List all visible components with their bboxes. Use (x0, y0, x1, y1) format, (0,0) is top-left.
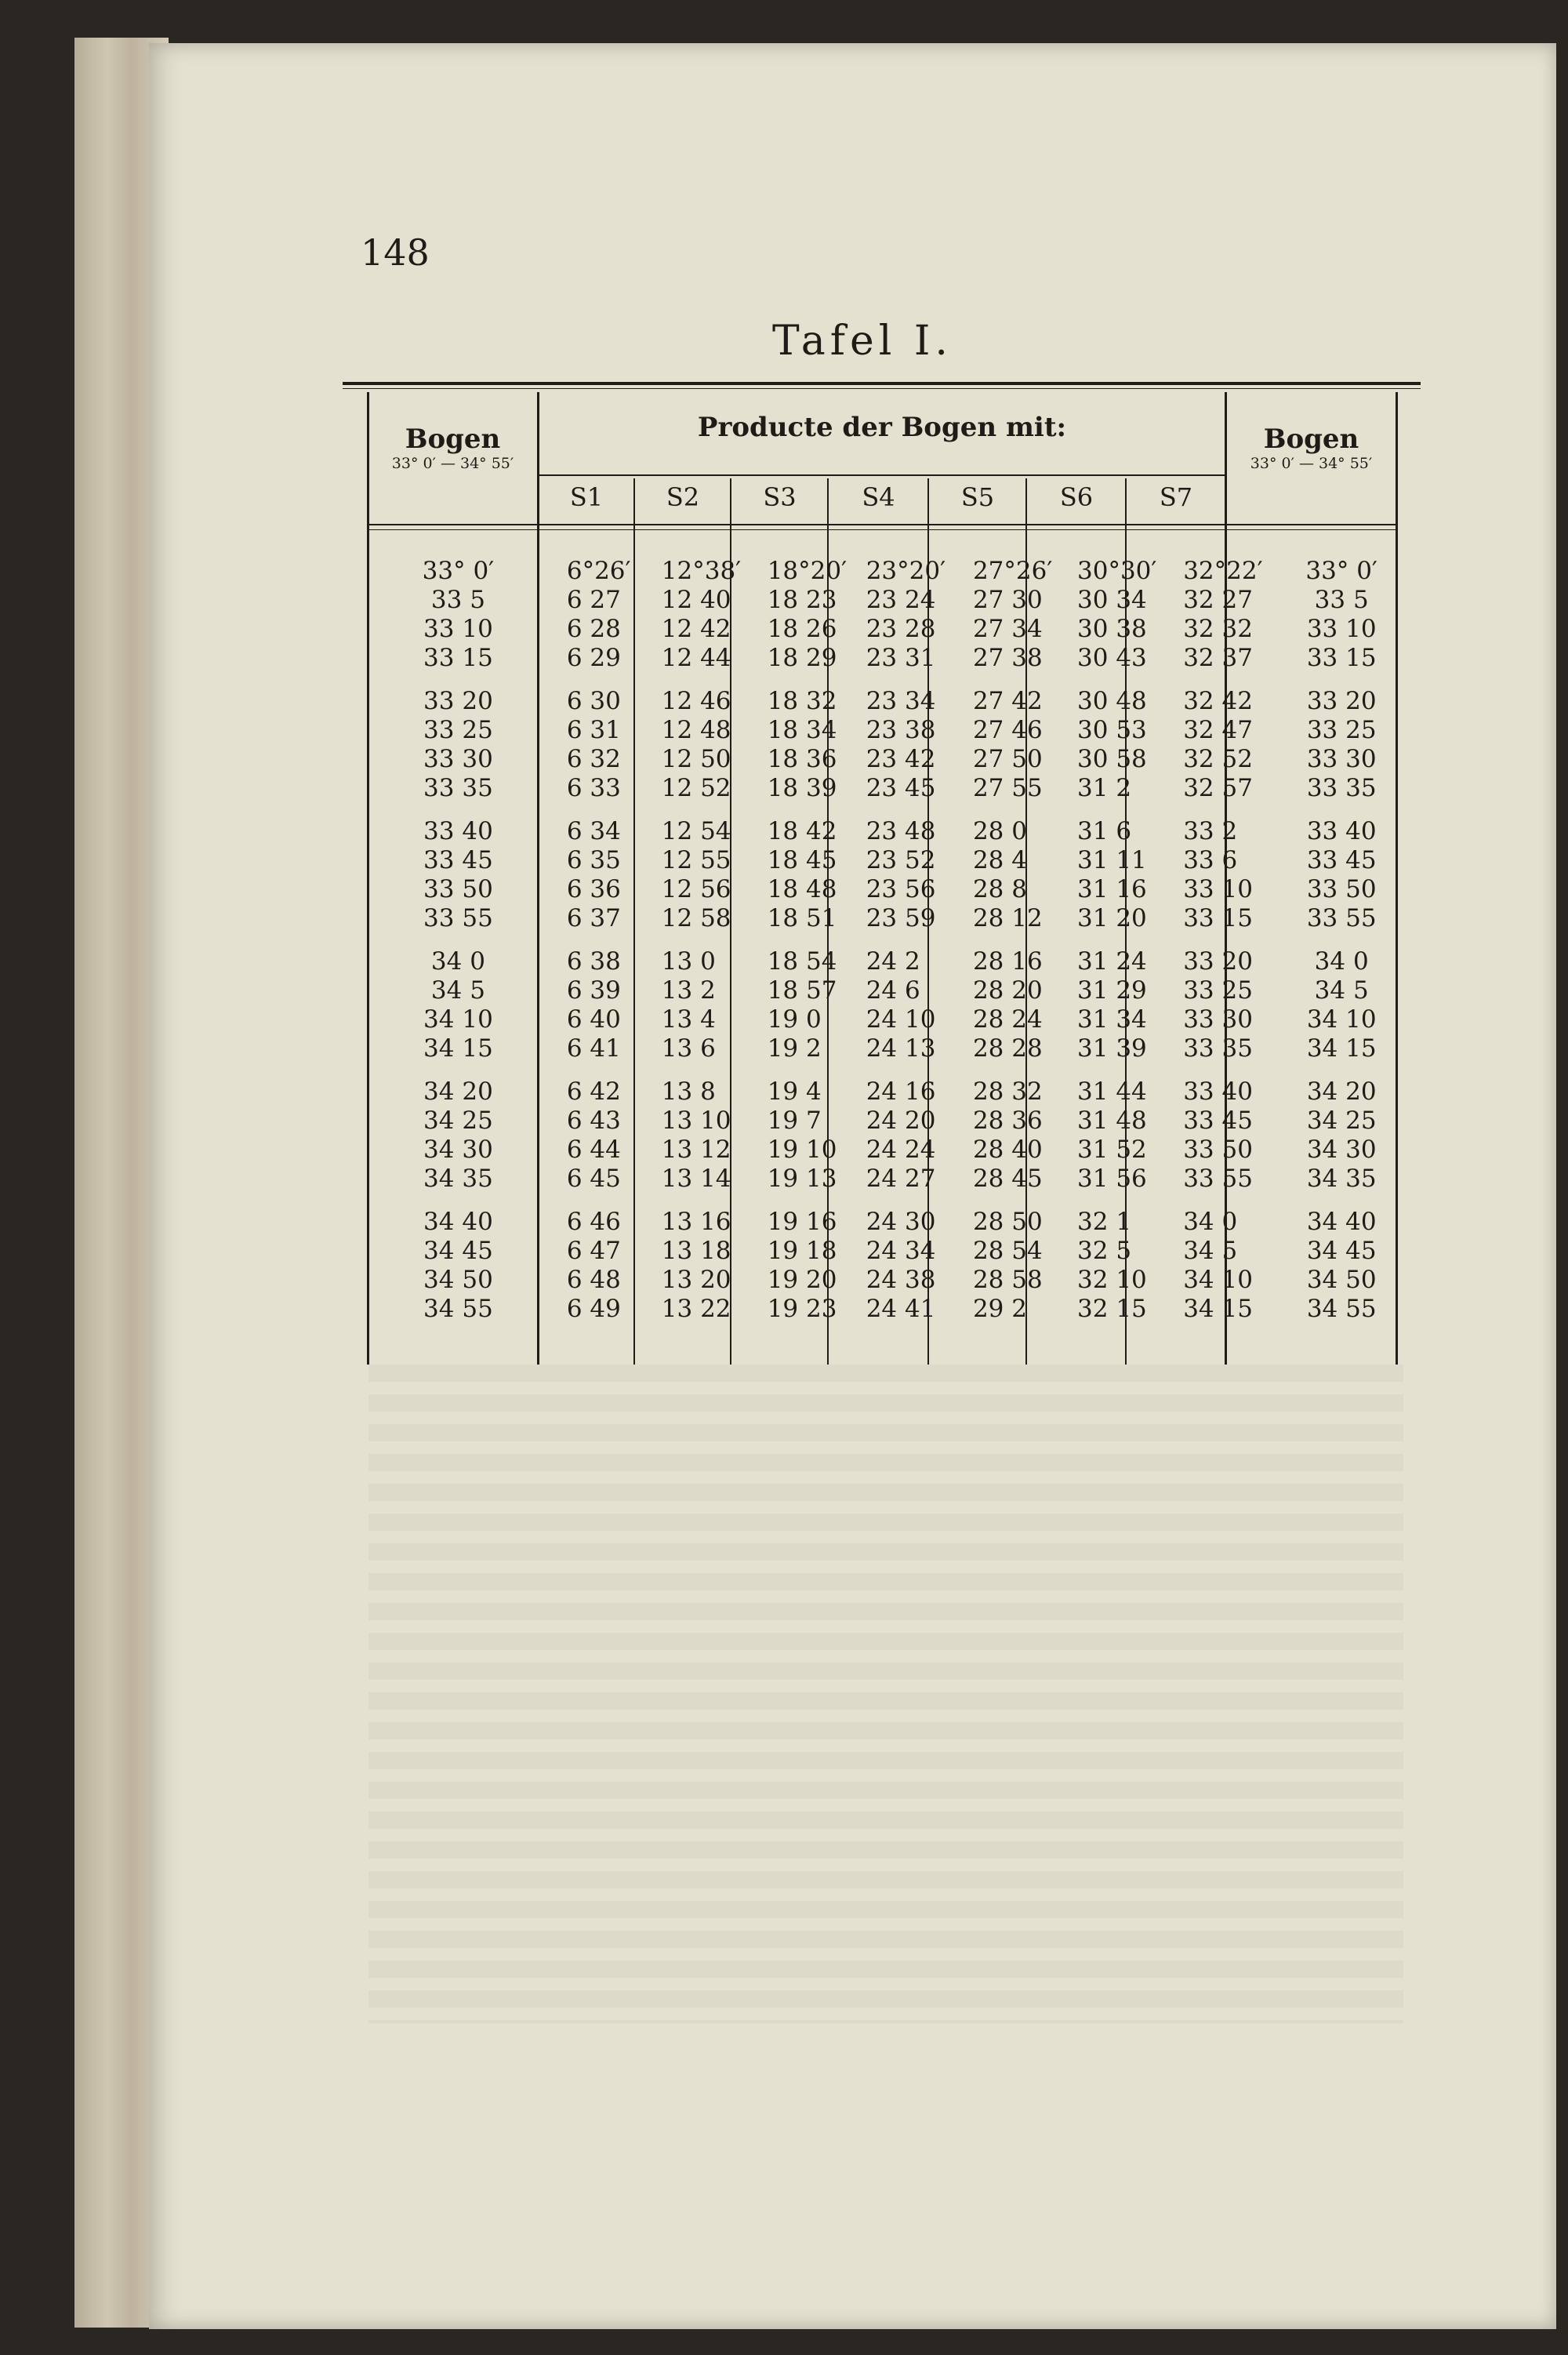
product-cell-s7: 33 25 (1183, 976, 1253, 1005)
product-cell-s5: 27 46 (972, 716, 1043, 744)
product-cell-s2: 13 4 (661, 1005, 716, 1034)
product-cell-s3: 19 16 (767, 1208, 837, 1236)
column-header-s4: S4 (862, 482, 895, 512)
product-cell-s4: 24 30 (866, 1208, 936, 1236)
column-header-s3: S3 (763, 482, 797, 512)
product-cell-s3: 18 54 (767, 947, 837, 976)
table-row (368, 1034, 1403, 1063)
product-cell-s5: 27 50 (972, 745, 1043, 773)
product-cell-s3: 19 18 (767, 1237, 837, 1265)
header-bottom-line-thin (367, 529, 1396, 530)
table-row (368, 1063, 1403, 1107)
left-bogen-cell: 33 50 (423, 875, 493, 903)
product-cell-s4: 23 52 (866, 846, 936, 874)
product-cell-s7: 34 10 (1183, 1266, 1253, 1294)
product-cell-s1: 6 30 (566, 687, 621, 715)
product-cell-s6: 31 56 (1077, 1165, 1147, 1193)
product-cell-s4: 24 41 (866, 1295, 936, 1323)
column-header-s2: S2 (666, 482, 700, 512)
product-cell-s1: 6 27 (566, 586, 621, 614)
product-cell-s7: 32 42 (1183, 687, 1253, 715)
product-cell-s1: 6 36 (566, 875, 621, 903)
product-cell-s2: 12 50 (661, 745, 731, 773)
header-divider-line (537, 474, 1225, 476)
page-number: 148 (361, 231, 430, 274)
product-cell-s2: 12°38′ (661, 557, 742, 585)
product-cell-s4: 24 24 (866, 1136, 936, 1164)
product-cell-s6: 31 11 (1077, 846, 1147, 874)
product-cell-s1: 6 28 (566, 615, 621, 643)
right-bogen-cell: 33 55 (1306, 904, 1377, 932)
product-cell-s2: 13 10 (661, 1107, 731, 1135)
product-cell-s4: 23 31 (866, 644, 936, 672)
table-row (368, 615, 1403, 644)
product-cell-s3: 19 23 (767, 1295, 837, 1323)
right-bogen-cell: 34 25 (1306, 1107, 1377, 1135)
product-cell-s5: 28 40 (972, 1136, 1043, 1164)
product-cell-s3: 18 29 (767, 644, 837, 672)
product-cell-s5: 27 55 (972, 774, 1043, 802)
product-cell-s1: 6 46 (566, 1208, 621, 1236)
product-cell-s1: 6 41 (566, 1034, 621, 1063)
product-cell-s6: 30°30′ (1077, 557, 1157, 585)
product-cell-s5: 28 58 (972, 1266, 1043, 1294)
product-cell-s1: 6 39 (566, 976, 621, 1005)
product-cell-s3: 19 2 (767, 1034, 822, 1063)
product-cell-s4: 23 48 (866, 817, 936, 845)
product-cell-s7: 32°22′ (1183, 557, 1263, 585)
product-cell-s7: 32 47 (1183, 716, 1253, 744)
arc-products-table (368, 557, 1403, 1324)
left-bogen-cell: 33 5 (430, 586, 485, 614)
right-bogen-cell: 34 50 (1306, 1266, 1377, 1294)
product-cell-s7: 33 30 (1183, 1005, 1253, 1034)
product-cell-s4: 23 28 (866, 615, 936, 643)
right-bogen-cell: 33 25 (1306, 716, 1377, 744)
product-cell-s6: 31 34 (1077, 1005, 1147, 1034)
product-cell-s7: 33 55 (1183, 1165, 1253, 1193)
right-bogen-cell: 33 5 (1314, 586, 1369, 614)
product-cell-s1: 6 44 (566, 1136, 621, 1164)
right-bogen-header (1227, 423, 1396, 472)
product-cell-s1: 6 45 (566, 1165, 621, 1193)
product-cell-s4: 23 38 (866, 716, 936, 744)
table-row (368, 803, 1403, 846)
left-bogen-cell: 33° 0′ (422, 557, 495, 585)
left-bogen-cell: 34 10 (423, 1005, 493, 1034)
product-cell-s6: 31 2 (1077, 774, 1132, 802)
table-row (368, 846, 1403, 875)
right-bogen-cell: 34 10 (1306, 1005, 1377, 1034)
product-cell-s1: 6 42 (566, 1078, 621, 1106)
product-cell-s6: 31 16 (1077, 875, 1147, 903)
left-bogen-cell: 34 55 (423, 1295, 493, 1323)
table-row (368, 745, 1403, 774)
product-cell-s6: 31 39 (1077, 1034, 1147, 1063)
product-cell-s2: 13 20 (661, 1266, 731, 1294)
product-cell-s4: 23 34 (866, 687, 936, 715)
product-cell-s1: 6 33 (566, 774, 621, 802)
product-cell-s2: 13 14 (661, 1165, 731, 1193)
right-bogen-cell: 33 30 (1306, 745, 1377, 773)
product-cell-s6: 31 52 (1077, 1136, 1147, 1164)
product-cell-s6: 32 10 (1077, 1266, 1147, 1294)
left-bogen-cell: 34 45 (423, 1237, 493, 1265)
product-cell-s3: 18 34 (767, 716, 837, 744)
left-bogen-cell: 33 35 (423, 774, 493, 802)
product-cell-s7: 33 10 (1183, 875, 1253, 903)
product-cell-s2: 12 42 (661, 615, 731, 643)
left-bogen-cell: 34 40 (423, 1208, 493, 1236)
product-cell-s1: 6 34 (566, 817, 621, 845)
product-cell-s4: 24 2 (866, 947, 920, 976)
right-bogen-cell: 33 15 (1306, 644, 1377, 672)
column-header-s1: S1 (569, 482, 604, 512)
header-bottom-line (367, 524, 1396, 525)
products-header: Producte der Bogen mit: (697, 412, 1067, 443)
product-cell-s2: 12 44 (661, 644, 731, 672)
product-cell-s4: 24 34 (866, 1237, 936, 1265)
product-cell-s2: 13 16 (661, 1208, 731, 1236)
product-cell-s7: 33 50 (1183, 1136, 1253, 1164)
left-bogen-header (368, 423, 537, 472)
right-bogen-cell: 33 20 (1306, 687, 1377, 715)
table-row (368, 1107, 1403, 1136)
right-bogen-cell: 33 10 (1306, 615, 1377, 643)
table-row (368, 904, 1403, 933)
right-bogen-label: Bogen (1263, 423, 1359, 455)
top-rule-thin (343, 388, 1421, 389)
product-cell-s3: 18 39 (767, 774, 837, 802)
product-cell-s1: 6 43 (566, 1107, 621, 1135)
product-cell-s5: 28 36 (972, 1107, 1043, 1135)
right-bogen-cell: 34 55 (1306, 1295, 1377, 1323)
left-bogen-cell: 33 15 (423, 644, 493, 672)
product-cell-s7: 33 45 (1183, 1107, 1253, 1135)
right-bogen-cell: 34 5 (1314, 976, 1369, 1005)
right-bogen-cell: 34 20 (1306, 1078, 1377, 1106)
table-row (368, 557, 1403, 586)
left-bogen-cell: 33 40 (423, 817, 493, 845)
table-row (368, 1266, 1403, 1295)
product-cell-s1: 6 31 (566, 716, 621, 744)
product-cell-s5: 28 54 (972, 1237, 1043, 1265)
product-cell-s2: 12 40 (661, 586, 731, 614)
product-cell-s3: 18 57 (767, 976, 837, 1005)
product-cell-s2: 12 46 (661, 687, 731, 715)
product-cell-s1: 6 29 (566, 644, 621, 672)
table-row (368, 1295, 1403, 1324)
product-cell-s1: 6 49 (566, 1295, 621, 1323)
column-header-s5: S5 (960, 482, 995, 512)
left-bogen-cell: 34 20 (423, 1078, 493, 1106)
product-cell-s3: 18°20′ (767, 557, 848, 585)
product-cell-s1: 6°26′ (566, 557, 631, 585)
table-row (368, 1165, 1403, 1194)
product-cell-s6: 31 29 (1077, 976, 1147, 1005)
table-row (368, 1194, 1403, 1237)
product-cell-s1: 6 48 (566, 1266, 621, 1294)
table-row (368, 933, 1403, 976)
product-cell-s7: 34 0 (1183, 1208, 1238, 1236)
product-cell-s3: 19 13 (767, 1165, 837, 1193)
right-bogen-cell: 34 40 (1306, 1208, 1377, 1236)
product-cell-s2: 13 0 (661, 947, 716, 976)
product-cell-s5: 28 45 (972, 1165, 1043, 1193)
left-bogen-cell: 33 25 (423, 716, 493, 744)
product-cell-s6: 32 1 (1077, 1208, 1132, 1236)
product-cell-s5: 28 12 (972, 904, 1043, 932)
right-bogen-cell: 34 45 (1306, 1237, 1377, 1265)
left-bogen-cell: 34 25 (423, 1107, 493, 1135)
table-row (368, 1005, 1403, 1034)
product-cell-s4: 24 10 (866, 1005, 936, 1034)
table-row (368, 1237, 1403, 1266)
table-row (368, 716, 1403, 745)
column-header-s6: S6 (1059, 482, 1094, 512)
table-title: Tafel I. (772, 318, 953, 365)
right-bogen-cell: 34 15 (1306, 1034, 1377, 1063)
product-cell-s4: 23 56 (866, 875, 936, 903)
left-bogen-cell: 33 10 (423, 615, 493, 643)
product-cell-s2: 12 54 (661, 817, 731, 845)
left-bogen-cell: 34 5 (430, 976, 485, 1005)
product-cell-s7: 32 52 (1183, 745, 1253, 773)
product-cell-s6: 30 58 (1077, 745, 1147, 773)
product-cell-s6: 31 44 (1077, 1078, 1147, 1106)
column-header-s7: S7 (1159, 482, 1193, 512)
product-cell-s5: 27 34 (972, 615, 1043, 643)
product-cell-s6: 31 24 (1077, 947, 1147, 976)
left-bogen-cell: 34 35 (423, 1165, 493, 1193)
left-bogen-cell: 34 50 (423, 1266, 493, 1294)
product-cell-s5: 29 2 (972, 1295, 1027, 1323)
product-cell-s6: 30 43 (1077, 644, 1147, 672)
product-cell-s4: 24 16 (866, 1078, 936, 1106)
product-cell-s2: 13 22 (661, 1295, 731, 1323)
product-cell-s4: 23 59 (866, 904, 936, 932)
product-cell-s6: 30 48 (1077, 687, 1147, 715)
table-row (368, 774, 1403, 803)
product-cell-s5: 27 30 (972, 586, 1043, 614)
left-bogen-cell: 34 15 (423, 1034, 493, 1063)
product-cell-s5: 28 50 (972, 1208, 1043, 1236)
product-cell-s2: 13 18 (661, 1237, 731, 1265)
left-bogen-range: 33° 0′ — 34° 55′ (391, 455, 514, 472)
product-cell-s2: 12 56 (661, 875, 731, 903)
product-cell-s3: 18 48 (767, 875, 837, 903)
product-cell-s1: 6 38 (566, 947, 621, 976)
product-cell-s6: 32 15 (1077, 1295, 1147, 1323)
product-cell-s2: 13 6 (661, 1034, 716, 1063)
product-cell-s2: 13 8 (661, 1078, 716, 1106)
product-cell-s5: 28 32 (972, 1078, 1043, 1106)
left-bogen-label: Bogen (405, 423, 501, 455)
product-cell-s3: 18 26 (767, 615, 837, 643)
product-cell-s1: 6 40 (566, 1005, 621, 1034)
product-cell-s3: 18 36 (767, 745, 837, 773)
table-row (368, 875, 1403, 904)
product-cell-s2: 12 48 (661, 716, 731, 744)
product-cell-s3: 18 42 (767, 817, 837, 845)
product-cell-s1: 6 37 (566, 904, 621, 932)
product-cell-s5: 28 0 (972, 817, 1027, 845)
table-row (368, 673, 1403, 716)
product-cell-s5: 28 28 (972, 1034, 1043, 1063)
left-bogen-cell: 33 55 (423, 904, 493, 932)
product-cell-s3: 19 10 (767, 1136, 837, 1164)
right-bogen-cell: 33° 0′ (1305, 557, 1377, 585)
left-bogen-cell: 33 45 (423, 846, 493, 874)
product-cell-s4: 23 24 (866, 586, 936, 614)
product-cell-s2: 12 58 (661, 904, 731, 932)
product-cell-s7: 33 2 (1183, 817, 1238, 845)
product-cell-s1: 6 47 (566, 1237, 621, 1265)
right-bogen-cell: 34 35 (1306, 1165, 1377, 1193)
left-bogen-cell: 33 30 (423, 745, 493, 773)
product-cell-s3: 19 7 (767, 1107, 822, 1135)
product-cell-s5: 28 4 (972, 846, 1027, 874)
product-cell-s3: 19 4 (767, 1078, 822, 1106)
product-cell-s6: 30 53 (1077, 716, 1147, 744)
product-cell-s3: 18 51 (767, 904, 837, 932)
product-cell-s5: 28 24 (972, 1005, 1043, 1034)
product-cell-s7: 32 27 (1183, 586, 1253, 614)
product-cell-s3: 18 32 (767, 687, 837, 715)
table-row (368, 586, 1403, 615)
product-cell-s4: 24 20 (866, 1107, 936, 1135)
table-row (368, 644, 1403, 673)
table-row (368, 976, 1403, 1005)
right-bogen-cell: 33 35 (1306, 774, 1377, 802)
product-cell-s2: 13 12 (661, 1136, 731, 1164)
product-cell-s3: 19 0 (767, 1005, 822, 1034)
product-cell-s6: 31 20 (1077, 904, 1147, 932)
product-cell-s2: 13 2 (661, 976, 716, 1005)
product-cell-s7: 33 35 (1183, 1034, 1253, 1063)
product-cell-s5: 28 16 (972, 947, 1043, 976)
product-cell-s6: 31 6 (1077, 817, 1132, 845)
product-cell-s6: 31 48 (1077, 1107, 1147, 1135)
top-rule (343, 382, 1421, 385)
product-cell-s1: 6 35 (566, 846, 621, 874)
product-cell-s5: 28 20 (972, 976, 1043, 1005)
product-cell-s6: 32 5 (1077, 1237, 1132, 1265)
product-cell-s5: 27 38 (972, 644, 1043, 672)
left-bogen-cell: 33 20 (423, 687, 493, 715)
product-cell-s2: 12 55 (661, 846, 731, 874)
product-cell-s4: 24 27 (866, 1165, 936, 1193)
product-cell-s4: 24 6 (866, 976, 920, 1005)
product-cell-s5: 27°26′ (972, 557, 1053, 585)
left-bogen-cell: 34 30 (423, 1136, 493, 1164)
right-bogen-cell: 34 0 (1314, 947, 1369, 976)
product-cell-s3: 19 20 (767, 1266, 837, 1294)
left-bogen-cell: 34 0 (430, 947, 485, 976)
product-cell-s7: 34 15 (1183, 1295, 1253, 1323)
product-cell-s4: 23 42 (866, 745, 936, 773)
right-bogen-cell: 33 40 (1306, 817, 1377, 845)
product-cell-s6: 30 38 (1077, 615, 1147, 643)
product-cell-s4: 23°20′ (866, 557, 946, 585)
right-bogen-cell: 33 45 (1306, 846, 1377, 874)
product-cell-s7: 34 5 (1183, 1237, 1238, 1265)
product-cell-s3: 18 23 (767, 586, 837, 614)
product-cell-s7: 33 6 (1183, 846, 1238, 874)
right-bogen-range: 33° 0′ — 34° 55′ (1250, 455, 1373, 472)
right-bogen-cell: 33 50 (1306, 875, 1377, 903)
right-bogen-cell: 34 30 (1306, 1136, 1377, 1164)
product-cell-s7: 32 57 (1183, 774, 1253, 802)
product-cell-s4: 23 45 (866, 774, 936, 802)
product-cell-s1: 6 32 (566, 745, 621, 773)
product-cell-s7: 33 40 (1183, 1078, 1253, 1106)
product-cell-s3: 18 45 (767, 846, 837, 874)
product-cell-s5: 27 42 (972, 687, 1043, 715)
product-cell-s4: 24 13 (866, 1034, 936, 1063)
product-cell-s4: 24 38 (866, 1266, 936, 1294)
product-cell-s5: 28 8 (972, 875, 1027, 903)
product-cell-s7: 33 15 (1183, 904, 1253, 932)
product-cell-s7: 32 37 (1183, 644, 1253, 672)
product-cell-s7: 33 20 (1183, 947, 1253, 976)
show-through-from-reverse (368, 1365, 1403, 2023)
product-cell-s2: 12 52 (661, 774, 731, 802)
product-cell-s7: 32 32 (1183, 615, 1253, 643)
table-row (368, 1136, 1403, 1165)
product-cell-s6: 30 34 (1077, 586, 1147, 614)
